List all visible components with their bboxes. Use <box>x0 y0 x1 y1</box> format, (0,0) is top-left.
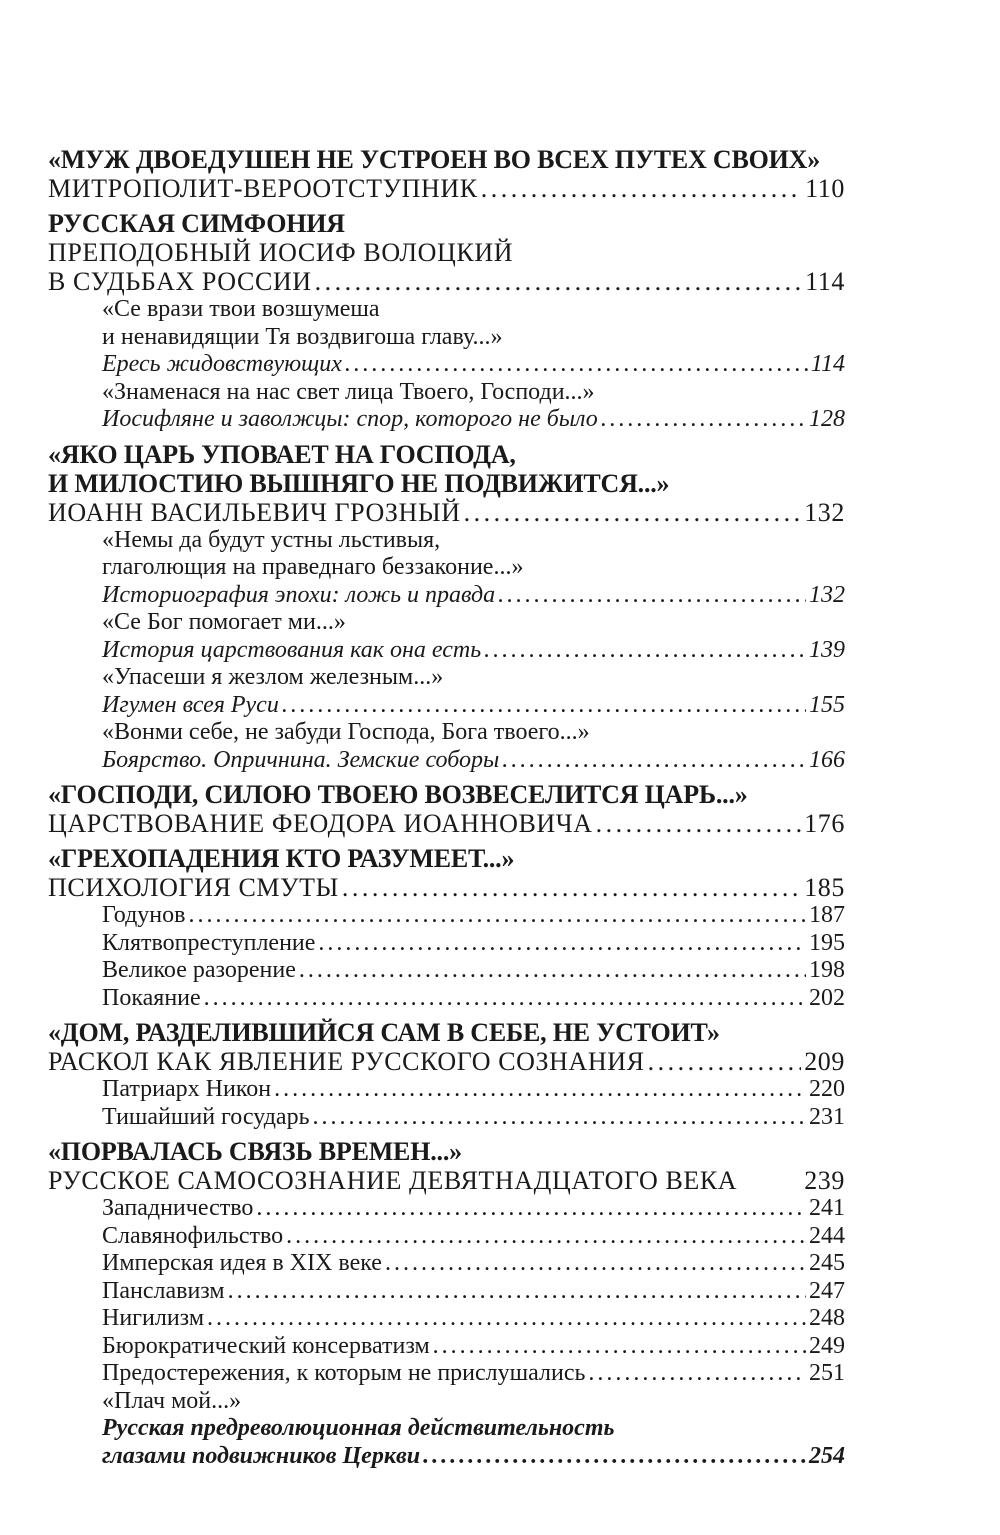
toc-entry-title: Имперская идея в XIX веке <box>102 1250 382 1276</box>
toc-entry <box>48 1250 845 1278</box>
toc-entry-title: РУССКАЯ СИМФОНИЯ <box>48 209 345 238</box>
dot-leader <box>299 957 806 985</box>
dot-leader <box>318 930 806 958</box>
toc-page-number: 176 <box>804 809 845 838</box>
toc-heading <box>48 780 845 809</box>
toc-entry-title: Бюрократический консерватизм <box>102 1332 430 1359</box>
dot-leader <box>481 174 802 203</box>
toc-page-number: 239 <box>804 1166 845 1195</box>
toc-entry-title: Ересь жидовствующих <box>102 351 342 377</box>
toc-page-number: 251 <box>809 1360 845 1386</box>
toc-entry-title: РУССКОЕ САМОСОЗНАНИЕ ДЕВЯТНАДЦАТОГО ВЕКА <box>48 1166 738 1195</box>
toc-entry-title: «Плач мой...» <box>102 1387 242 1414</box>
toc-entry <box>48 664 845 692</box>
toc-heading <box>48 209 845 238</box>
dot-leader <box>313 1104 806 1132</box>
toc-entry <box>48 1076 845 1104</box>
dot-leader <box>502 747 806 775</box>
toc-entry-title: Игумен всея Руси <box>102 691 279 718</box>
toc-entry-title: «Се врази твои возшумеша <box>102 296 380 322</box>
toc-entry-title: и ненавидящии Тя воздвигоша главу...» <box>102 323 503 350</box>
toc-page-number: 245 <box>809 1250 845 1276</box>
toc-page-number: 209 <box>804 1047 845 1076</box>
toc-entry-title: Клятвопреступление <box>102 929 316 956</box>
dot-leader <box>207 1305 806 1333</box>
toc-entry-title: Предостережения, к которым не прислушались <box>102 1360 586 1386</box>
toc-page-number: 198 <box>809 957 845 983</box>
dot-leader <box>601 406 806 434</box>
toc-entry <box>48 554 845 582</box>
toc-heading <box>48 1018 845 1047</box>
toc-heading <box>48 145 845 174</box>
toc-chapter <box>48 873 845 902</box>
toc-entry-title: Тишайший государь <box>102 1103 310 1130</box>
toc-entry <box>48 1333 845 1361</box>
toc-entry <box>48 1388 845 1416</box>
toc-entry-title: «ЯКО ЦАРЬ УПОВАЕТ НА ГОСПОДА, <box>48 439 516 469</box>
toc-entry-title: Нигилизм <box>102 1305 205 1331</box>
toc-chapter <box>48 238 845 267</box>
toc-entry <box>48 902 845 930</box>
toc-entry-title: Историография эпохи: ложь и правда <box>102 581 496 608</box>
toc-page-number: 254 <box>809 1442 845 1469</box>
dot-leader <box>256 1195 806 1223</box>
toc-entry-title: «Немы да будут устны льстивыя, <box>102 526 441 553</box>
toc-entry-title: История царствования как она есть <box>102 636 482 663</box>
toc-entry <box>48 1195 845 1223</box>
toc-entry <box>48 1443 845 1471</box>
toc-chapter <box>48 267 845 296</box>
toc-entry-title: ИОАНН ВАСИЛЬЕВИЧ ГРОЗНЫЙ <box>48 497 461 527</box>
toc-page-number: 195 <box>809 929 845 956</box>
toc-entry-title: глазами подвижников Церкви <box>102 1442 421 1469</box>
toc-entry-title: «Вонми себе, не забуди Господа, Бога твоего...» <box>102 719 590 745</box>
toc-entry <box>48 637 845 665</box>
toc-page-number: 244 <box>809 1222 845 1249</box>
toc-entry <box>48 930 845 958</box>
toc-entry-title: ЦАРСТВОВАНИЕ ФЕОДОРА ИОАННОВИЧА <box>48 809 593 838</box>
toc-entry-title: Западничество <box>102 1195 254 1221</box>
toc-entry <box>48 324 845 352</box>
toc-entry-title: «Знаменася на нас свет лица Твоего, Господи...» <box>102 378 595 405</box>
dot-leader <box>274 1076 806 1104</box>
toc-entry <box>48 406 845 434</box>
dot-leader <box>648 1047 802 1076</box>
dot-leader <box>423 1443 806 1471</box>
toc-entry-title: глаголющия на праведнаго беззаконие...» <box>102 554 524 580</box>
dot-leader <box>282 692 806 720</box>
toc-entry <box>48 985 845 1013</box>
toc-entry-title: Годунов <box>102 902 186 928</box>
toc-entry-title: Покаяние <box>102 984 201 1011</box>
toc-chapter <box>48 1166 845 1195</box>
toc-entry <box>48 1360 845 1388</box>
toc-entry <box>48 1104 845 1132</box>
toc-page-number: 114 <box>805 267 845 296</box>
toc-entry <box>48 1278 845 1306</box>
dot-leader <box>588 1360 806 1388</box>
toc-entry <box>48 351 845 379</box>
toc-page-number: 114 <box>810 351 845 377</box>
toc-entry-title: И МИЛОСТИЮ ВЫШНЯГО НЕ ПОДВИЖИТСЯ...» <box>48 468 670 498</box>
toc-page-number: 248 <box>809 1305 845 1331</box>
toc-entry-title: МИТРОПОЛИТ-ВЕРООТСТУПНИК <box>48 174 478 203</box>
toc-entry <box>48 582 845 610</box>
toc-entry-title: Боярство. Опричнина. Земские соборы <box>102 746 500 773</box>
table-of-contents <box>48 145 845 1470</box>
dot-leader <box>498 582 806 610</box>
dot-leader <box>596 809 802 838</box>
toc-entry-title: «МУЖ ДВОЕДУШЕН НЕ УСТРОЕН ВО ВСЕХ ПУТЕХ СВОИХ» <box>48 145 821 174</box>
toc-entry <box>48 379 845 407</box>
toc-entry <box>48 1223 845 1251</box>
toc-heading <box>48 844 845 873</box>
toc-page-number: 202 <box>809 984 845 1011</box>
toc-page-number: 187 <box>809 902 845 928</box>
toc-chapter <box>48 1047 845 1076</box>
toc-entry-title: «ГОСПОДИ, СИЛОЮ ТВОЕЮ ВОЗВЕСЕЛИТСЯ ЦАРЬ...» <box>48 780 748 809</box>
dot-leader <box>286 1223 806 1251</box>
toc-entry-title: «ГРЕХОПАДЕНИЯ КТО РАЗУМЕЕТ...» <box>48 844 515 873</box>
dot-leader <box>188 902 806 930</box>
toc-page-number: 220 <box>809 1076 845 1102</box>
toc-page-number: 132 <box>809 581 845 608</box>
toc-page-number: 241 <box>809 1195 845 1221</box>
toc-entry <box>48 1415 845 1443</box>
toc-entry-title: В СУДЬБАХ РОССИИ <box>48 267 312 296</box>
toc-entry <box>48 1305 845 1333</box>
toc-chapter <box>48 498 845 527</box>
toc-entry-title: «ДОМ, РАЗДЕЛИВШИЙСЯ САМ В СЕБЕ, НЕ УСТОИТ» <box>48 1018 720 1047</box>
dot-leader <box>345 351 808 379</box>
toc-page-number: 247 <box>809 1277 845 1304</box>
toc-page-number: 166 <box>809 746 845 773</box>
dot-leader <box>433 1333 806 1361</box>
toc-chapter <box>48 809 845 838</box>
toc-page-number: 155 <box>809 691 845 718</box>
toc-entry <box>48 296 845 324</box>
dot-leader <box>228 1278 806 1306</box>
toc-entry-title: Патриарх Никон <box>102 1076 272 1102</box>
dot-leader <box>385 1250 806 1278</box>
toc-entry-title: ПРЕПОДОБНЫЙ ИОСИФ ВОЛОЦКИЙ <box>48 238 514 267</box>
dot-leader <box>464 498 802 527</box>
toc-heading <box>48 1137 845 1166</box>
toc-heading <box>48 440 845 469</box>
toc-entry-title: «ПОРВАЛАСЬ СВЯЗЬ ВРЕМЕН...» <box>48 1137 462 1166</box>
toc-entry <box>48 719 845 747</box>
dot-leader <box>342 873 801 902</box>
toc-entry-title: Великое разорение <box>102 957 296 983</box>
toc-page-number: 249 <box>809 1332 845 1359</box>
toc-page-number: 132 <box>804 497 845 527</box>
toc-entry-title: ПСИХОЛОГИЯ СМУТЫ <box>48 873 339 902</box>
toc-entry-title: РАСКОЛ КАК ЯВЛЕНИЕ РУССКОГО СОЗНАНИЯ <box>48 1047 645 1076</box>
toc-page-number: 110 <box>805 174 845 203</box>
toc-entry <box>48 957 845 985</box>
dot-leader <box>315 267 803 296</box>
toc-entry-title: Иосифляне и заволжцы: спор, которого не было <box>102 406 598 432</box>
toc-page-number: 139 <box>809 636 845 663</box>
toc-page-number: 185 <box>804 873 845 902</box>
toc-chapter <box>48 174 845 203</box>
toc-entry-title: «Упасеши я жезлом железным...» <box>102 664 444 690</box>
toc-heading <box>48 469 845 498</box>
toc-entry-title: «Се Бог помогает ми...» <box>102 609 346 635</box>
toc-entry <box>48 692 845 720</box>
dot-leader <box>484 637 806 665</box>
toc-entry-title: Русская предреволюционная действительность <box>102 1415 615 1441</box>
toc-page-number: 128 <box>809 406 845 432</box>
toc-page-number: 231 <box>809 1103 845 1130</box>
toc-entry-title: Славянофильство <box>102 1222 284 1249</box>
toc-entry <box>48 747 845 775</box>
toc-entry <box>48 527 845 555</box>
toc-entry-title: Панславизм <box>102 1277 225 1304</box>
toc-entry <box>48 609 845 637</box>
dot-leader <box>204 985 806 1013</box>
